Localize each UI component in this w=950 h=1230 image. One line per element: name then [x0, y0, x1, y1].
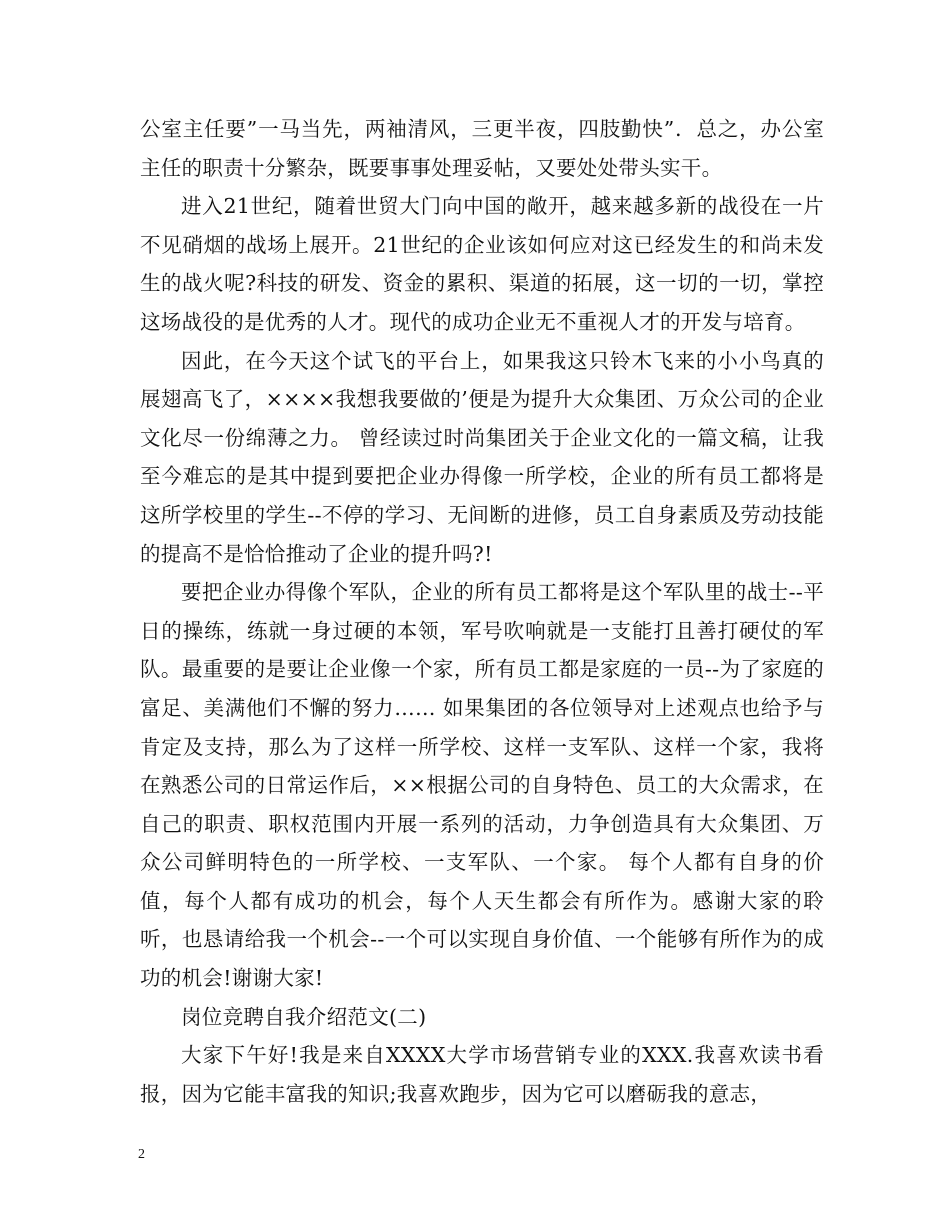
paragraph-21st-century: 进入21世纪，随着世贸大门向中国的敞开，越来越多新的战役在一片不见硝烟的战场上展开。21世纪的企业该如何应对这已经发生的和尚未发生的战火呢?科技的研发、资金的累积、渠道的拓展，这一切的一切，掌控这场战役的是优秀的人才。现代的成功企业无不重视人才的开发与培育。: [140, 194, 824, 334]
paragraph-self-intro: 大家下午好!我是来自XXXX大学市场营销专业的XXX.我喜欢读书看报，因为它能丰富我的知识;我喜欢跑步，因为它可以磨砺我的意志，: [140, 1043, 824, 1106]
page-number: 2: [138, 1147, 145, 1162]
section-heading: 岗位竞聘自我介绍范文(二): [181, 1004, 427, 1029]
paragraph-continuation: 公室主任要”一马当先，两袖清风，三更半夜，四肢勤快”．总之，办公室主任的职责十分繁杂，既要事事处理妥帖，又要处处带头实干。: [140, 117, 824, 180]
paragraph-trial-platform: 因此，在今天这个试飞的平台上，如果我这只铃木飞来的小小鸟真的展翅高飞了，××××我想我要做的’便是为提升大众集团、万众公司的企业文化尽一份绵薄之力。 曾经读过时尚集团关于企业文化的一篇文稿，让我至今难忘的是其中提到要把企业办得像一所学校，企业的所有员工都将是这所学校里的学生--不停的学习、无间断的进修，员工自身素质及劳动技能的提高不是恰恰推动了企业的提升吗?!: [140, 348, 824, 566]
paragraph-army-family: 要把企业办得像个军队，企业的所有员工都将是这个军队里的战士--平日的操练，练就一身过硬的本领，军号吹响就是一支能打且善打硬仗的军队。最重要的是要让企业像一个家，所有员工都是家庭的一员--为了家庭的富足、美满他们不懈的努力…… 如果集团的各位领导对上述观点也给予与肯定及支持，那么为了这样一所学校、这样一支军队、这样一个家，我将在熟悉公司的日常运作后，××根据公司的自身特色、员工的大众需求，在自己的职责、职权范围内开展一系列的活动，力争创造具有大众集团、万众公司鲜明特色的一所学校、一支军队、一个家。 每个人都有自身的价值，每个人都有成功的机会，每个人天生都会有所作为。感谢大家的聆听，也恳请给我一个机会--一个可以实现自身价值、一个能够有所作为的成功的机会!谢谢大家!: [140, 580, 824, 991]
document-body: [140, 110, 824, 1113]
